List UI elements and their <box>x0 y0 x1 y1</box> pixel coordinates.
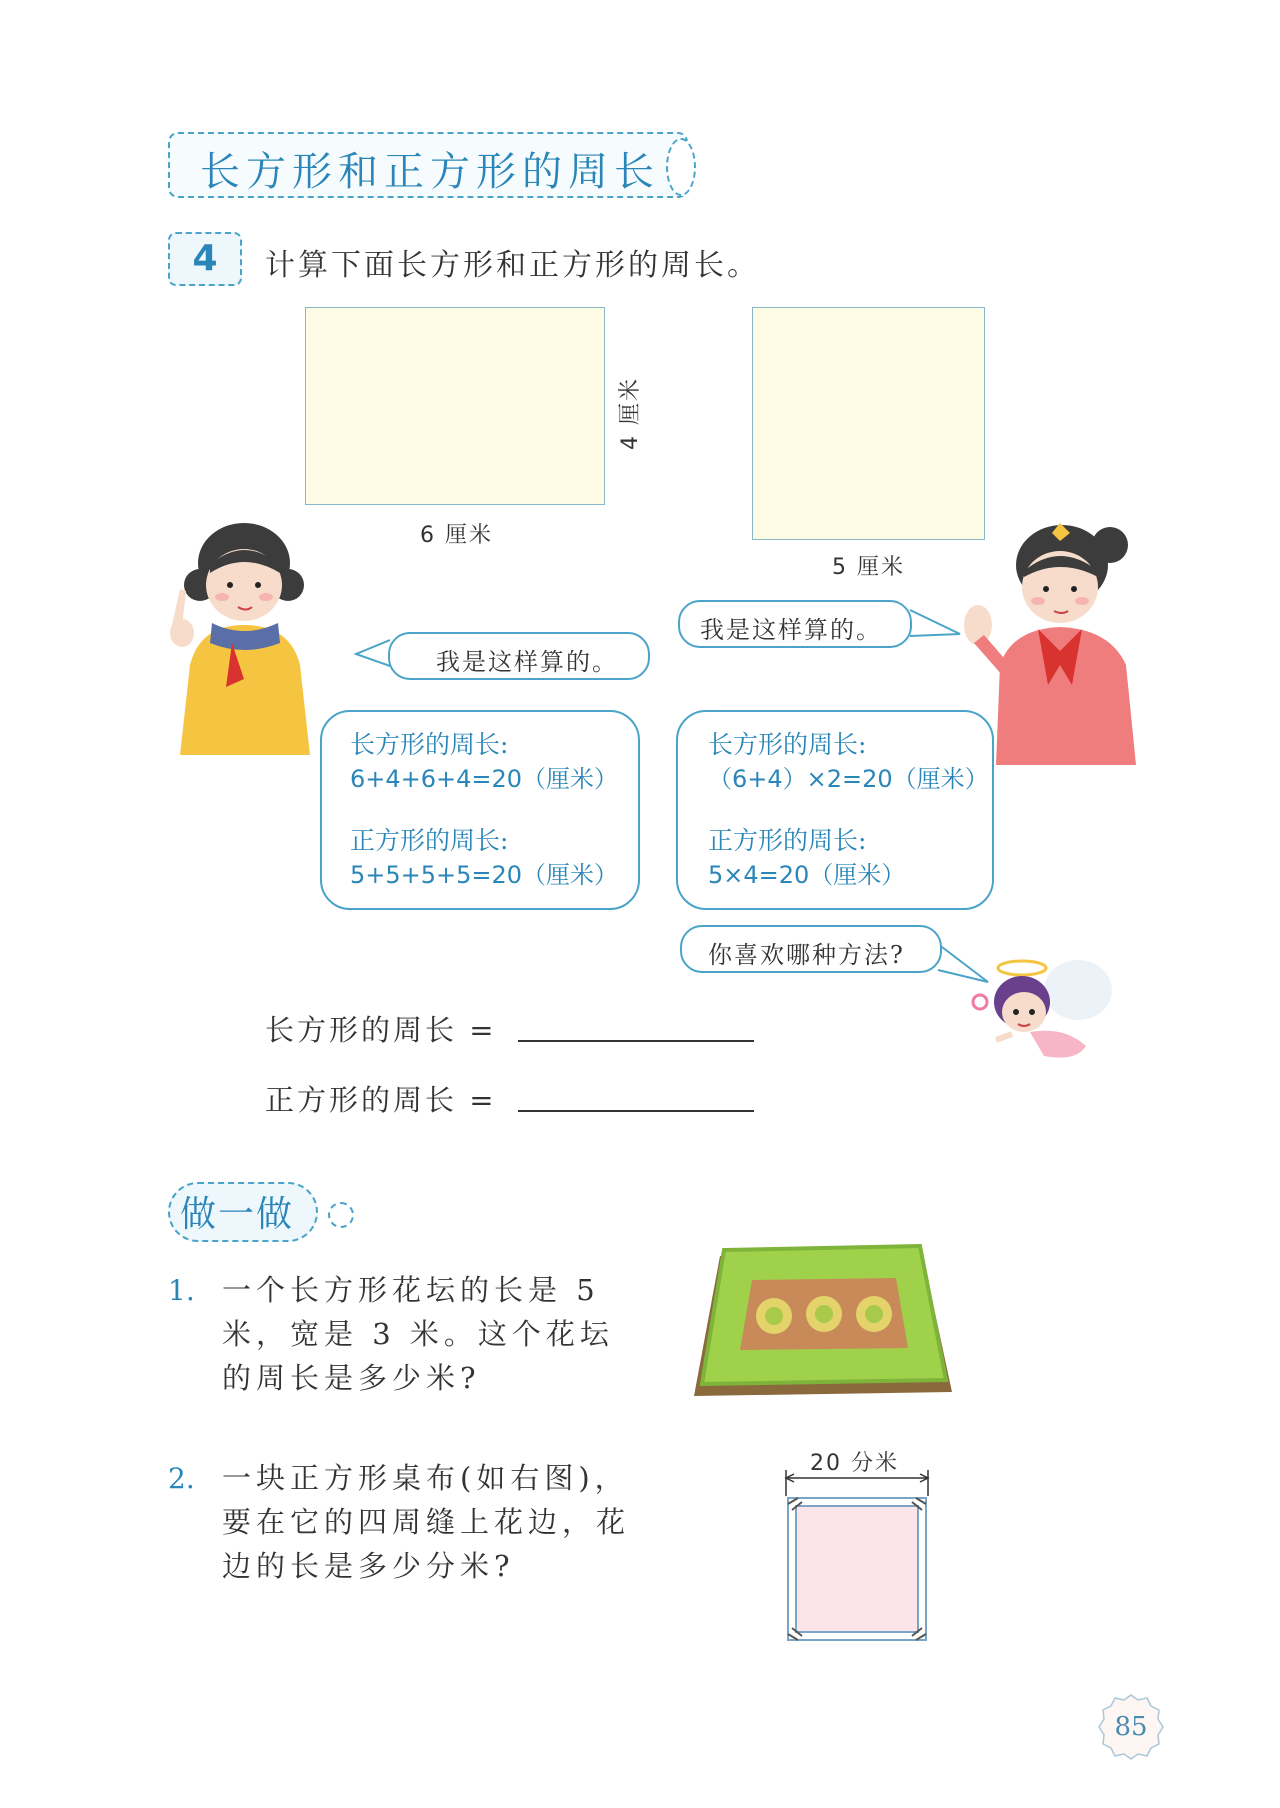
scroll-end-decoration <box>666 138 696 196</box>
calc-left-square-heading: 正方形的周长: <box>350 826 509 855</box>
bubble-right-tail <box>906 606 962 640</box>
problem-1-number: 1. <box>168 1274 195 1307</box>
calc-right-rect-heading: 长方形的周长: <box>708 730 867 759</box>
rectangle-figure <box>305 307 605 505</box>
calculation-method-left <box>320 710 640 910</box>
rectangle-width-dimension <box>614 370 654 450</box>
calc-left-rect-formula: 6+4+6+4=20（厘米） <box>350 765 619 793</box>
calc-right-square-formula: 5×4=20（厘米） <box>708 861 906 889</box>
right-girl-speech-bubble <box>678 600 912 648</box>
calculation-method-right <box>676 710 994 910</box>
page-number: 85 <box>1114 1712 1148 1742</box>
angel-speech-bubble <box>680 925 942 973</box>
square-perimeter-answer-blank[interactable] <box>518 1110 754 1112</box>
practice-banner-tail <box>328 1202 354 1228</box>
rectangle-width-label: 4 厘米 <box>618 377 643 450</box>
rect-perimeter-answer-label: 长方形的周长 = <box>265 1013 497 1047</box>
problem-2-number: 2. <box>168 1462 195 1495</box>
example-question: 计算下面长方形和正方形的周长。 <box>265 248 760 283</box>
left-girl-speech-text: 我是这样算的。 <box>436 648 618 676</box>
square-side-label: 5 厘米 <box>832 555 905 580</box>
section-title: 长方形和正方形的周长 <box>200 149 660 195</box>
practice-banner-label: 做一做 <box>180 1194 295 1235</box>
angel-speech-text: 你喜欢哪种方法? <box>708 941 905 969</box>
problem-1-text: 一个长方形花坛的长是 5 米，宽是 3 米。这个花坛的周长是多少米? <box>222 1273 614 1395</box>
flower-bed-illustration <box>690 1244 956 1404</box>
example-number-badge: 4 <box>168 232 242 286</box>
calc-left-square-formula: 5+5+5+5=20（厘米） <box>350 861 619 889</box>
tablecloth-illustration <box>782 1466 932 1646</box>
square-figure <box>752 307 985 540</box>
calc-left-rect-heading: 长方形的周长: <box>350 730 509 759</box>
square-perimeter-answer-label: 正方形的周长 = <box>265 1083 497 1117</box>
rect-perimeter-answer-blank[interactable] <box>518 1040 754 1042</box>
girl-with-scarf-illustration <box>160 515 320 755</box>
calc-right-rect-formula: （6+4）×2=20（厘米） <box>708 765 989 793</box>
rectangle-length-label: 6 厘米 <box>420 523 493 548</box>
calc-right-square-heading: 正方形的周长: <box>708 826 867 855</box>
right-girl-speech-text: 我是这样算的。 <box>700 616 882 644</box>
left-girl-speech-bubble <box>388 632 650 680</box>
problem-2-text: 一块正方形桌布(如右图)，要在它的四周缝上花边，花边的长是多少分米? <box>222 1461 631 1583</box>
angel-illustration <box>968 950 1118 1080</box>
tablecloth-side-label: 20 分米 <box>810 1451 899 1476</box>
